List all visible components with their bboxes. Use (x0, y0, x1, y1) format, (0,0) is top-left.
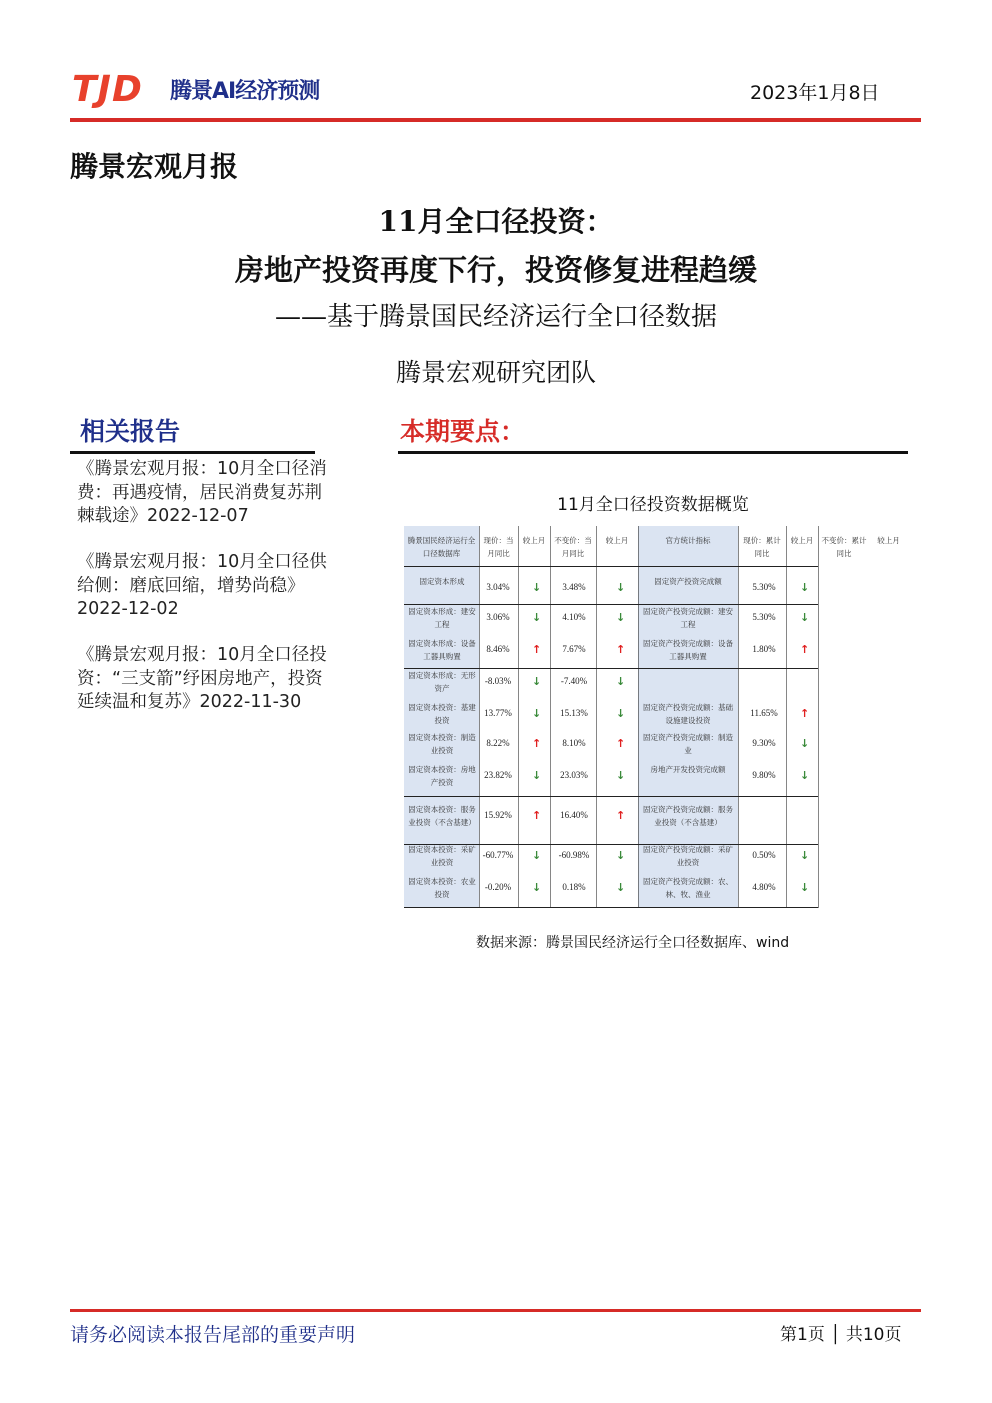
table-official-label: 固定资产投资完成额：农、林、牧、渔业 (643, 877, 733, 899)
change-arrow-icon: ↓ (532, 581, 542, 594)
table-row-label: 固定资本形成：无形资产 (408, 671, 476, 693)
change-arrow-icon: ↓ (532, 849, 542, 862)
change-arrow-icon: ↓ (532, 611, 542, 624)
page-indicator: 第1页 │ 共10页 (780, 1325, 902, 1345)
change-arrow-icon: ↓ (616, 611, 626, 624)
table-header-cell: 不变价：当月同比 (554, 536, 592, 558)
change-arrow-icon: ↓ (532, 707, 542, 720)
table-header-cell: 较上月 (522, 536, 546, 545)
table-rule (479, 526, 480, 908)
table-cell-value: 4.10% (562, 612, 586, 622)
header-divider (70, 118, 921, 122)
related-reports-heading: 相关报告 (80, 417, 181, 446)
table-rule (404, 844, 818, 845)
change-arrow-icon: ↓ (800, 581, 810, 594)
table-cell-value: 0.50% (752, 850, 776, 860)
table-rule (738, 526, 739, 908)
table-row-label: 固定资本投资：制造业投资 (408, 733, 476, 755)
related-reports-divider (70, 451, 315, 454)
change-arrow-icon: ↓ (616, 707, 626, 720)
data-source: 数据来源：腾景国民经济运行全口径数据库、wind (476, 935, 790, 951)
change-arrow-icon: ↓ (532, 881, 542, 894)
table-cell-value: 3.48% (562, 582, 586, 592)
related-report-link[interactable]: 《腾景宏观月报：10月全口径消费：再遇疫情，居民消费复苏荆棘载途》2022-12-07 (77, 459, 327, 526)
table-row-label: 固定资本形成：建安工程 (408, 607, 476, 629)
table-cell-value: 1.80% (752, 644, 776, 654)
table-cell-value: 9.30% (752, 738, 776, 748)
related-report-link[interactable]: 《腾景宏观月报：10月全口径供给侧：磨底回缩，增势尚稳》2022-12-02 (77, 552, 327, 619)
table-rule (518, 526, 519, 908)
table-rule (404, 668, 818, 669)
change-arrow-icon: ↓ (800, 737, 810, 750)
figure-title: 11月全口径投资数据概览 (557, 495, 749, 515)
change-arrow-icon: ↓ (532, 675, 542, 688)
table-rule (638, 526, 639, 908)
table-cell-value: 16.40% (560, 810, 588, 820)
table-cell-value: 13.77% (484, 708, 512, 718)
report-title-line2: 房地产投资再度下行，投资修复进程趋缓 (234, 253, 757, 287)
change-arrow-icon: ↑ (532, 643, 542, 656)
change-arrow-icon: ↑ (616, 643, 626, 656)
table-cell-value: 3.04% (486, 582, 510, 592)
table-rule (404, 604, 818, 605)
table-cell-value: 15.13% (560, 708, 588, 718)
table-cell-value: 3.06% (486, 612, 510, 622)
table-header-cell: 现价：当月同比 (483, 536, 514, 558)
table-row-label: 固定资本形成：设备工器具购置 (408, 639, 476, 661)
table-official-label: 固定资产投资完成额：基础设施建设投资 (643, 703, 733, 725)
change-arrow-icon: ↓ (532, 769, 542, 782)
table-rule (550, 526, 551, 908)
change-arrow-icon: ↓ (800, 769, 810, 782)
table-cell-value: 23.82% (484, 770, 512, 780)
table-cell-value: -8.03% (484, 676, 512, 686)
table-header-cell: 较上月 (790, 536, 814, 545)
change-arrow-icon: ↓ (616, 581, 626, 594)
table-header-cell: 较上月 (605, 536, 629, 545)
table-cell-value: 7.67% (562, 644, 586, 654)
disclaimer-link[interactable]: 请务必阅读本报告尾部的重要声明 (70, 1324, 356, 1346)
table-header-cell: 官方统计指标 (665, 536, 711, 545)
table-row-label: 固定资本投资：房地产投资 (408, 765, 476, 787)
change-arrow-icon: ↑ (616, 737, 626, 750)
change-arrow-icon: ↑ (532, 809, 542, 822)
table-row-label: 固定资本投资：服务业投资（不含基建） (408, 805, 476, 827)
table-official-label: 固定资产投资完成额：制造业 (643, 733, 733, 755)
change-arrow-icon: ↑ (616, 809, 626, 822)
table-rule (786, 526, 787, 908)
table-rule (404, 796, 818, 797)
table-cell-value: 8.22% (486, 738, 510, 748)
related-report-link[interactable]: 《腾景宏观月报：10月全口径投资：“三支箭”纾困房地产，投资延续温和复苏》2022-11-30 (77, 645, 327, 712)
table-row-label: 固定资本投资：基建投资 (408, 703, 476, 725)
table-cell-value: -60.77% (482, 850, 514, 860)
investment-overview-table (404, 526, 907, 908)
table-cell-value: 9.80% (752, 770, 776, 780)
highlights-heading: 本期要点： (400, 417, 526, 446)
author-team: 腾景宏观研究团队 (395, 358, 596, 387)
table-cell-value: -7.40% (560, 676, 588, 686)
footer-divider (70, 1309, 921, 1312)
report-subtitle: ——基于腾景国民经济运行全口径数据 (274, 302, 717, 332)
table-official-label: 固定资产投资完成额：服务业投资（不含基建） (643, 805, 733, 827)
table-cell-value: 8.46% (486, 644, 510, 654)
table-cell-value: 11.65% (750, 708, 778, 718)
change-arrow-icon: ↓ (616, 675, 626, 688)
table-official-label: 固定资产投资完成额：建安工程 (643, 607, 733, 629)
logo-mark: TJD (72, 69, 143, 110)
change-arrow-icon: ↓ (616, 849, 626, 862)
table-cell-value: 5.30% (752, 612, 776, 622)
table-rule (818, 526, 819, 908)
table-cell-value: 0.18% (562, 882, 586, 892)
change-arrow-icon: ↓ (800, 611, 810, 624)
table-cell-value: 8.10% (562, 738, 586, 748)
table-header-cell: 较上月 (877, 536, 900, 545)
table-official-label: 房地产开发投资完成额 (650, 765, 726, 774)
table-rule (404, 907, 818, 908)
table-cell-value: 5.30% (752, 582, 776, 592)
change-arrow-icon: ↓ (800, 881, 810, 894)
highlights-divider (398, 451, 908, 454)
logo-text: 腾景AI经济预测 (170, 79, 320, 104)
change-arrow-icon: ↓ (616, 881, 626, 894)
table-cell-value: -0.20% (484, 882, 512, 892)
table-header-cell: 现价：累计同比 (743, 536, 781, 558)
table-cell-value: 23.03% (560, 770, 588, 780)
table-rule (404, 566, 818, 567)
table-row-label: 固定资本投资：采矿业投资 (408, 845, 476, 867)
change-arrow-icon: ↑ (800, 643, 810, 656)
table-header-cell: 不变价：累计同比 (821, 536, 867, 558)
series-title: 腾景宏观月报 (70, 150, 239, 183)
report-date: 2023年1月8日 (750, 82, 880, 104)
table-cell-value: -60.98% (558, 850, 590, 860)
change-arrow-icon: ↓ (800, 849, 810, 862)
table-row-label: 固定资本投资：农业投资 (408, 877, 476, 899)
table-row-label: 固定资本形成 (419, 577, 465, 586)
report-title-line1: 11月全口径投资： (378, 205, 614, 238)
table-header-cell: 腾景国民经济运行全口径数据库 (407, 536, 476, 558)
table-rule (596, 526, 597, 908)
table-official-label: 固定资产投资完成额：设备工器具购置 (643, 639, 733, 661)
table-official-label: 固定资产投资完成额 (654, 577, 722, 586)
table-cell-value: 4.80% (752, 882, 776, 892)
table-cell-value: 15.92% (484, 810, 512, 820)
change-arrow-icon: ↑ (532, 737, 542, 750)
change-arrow-icon: ↓ (616, 769, 626, 782)
change-arrow-icon: ↑ (800, 707, 810, 720)
table-official-label: 固定资产投资完成额：采矿业投资 (643, 845, 733, 867)
